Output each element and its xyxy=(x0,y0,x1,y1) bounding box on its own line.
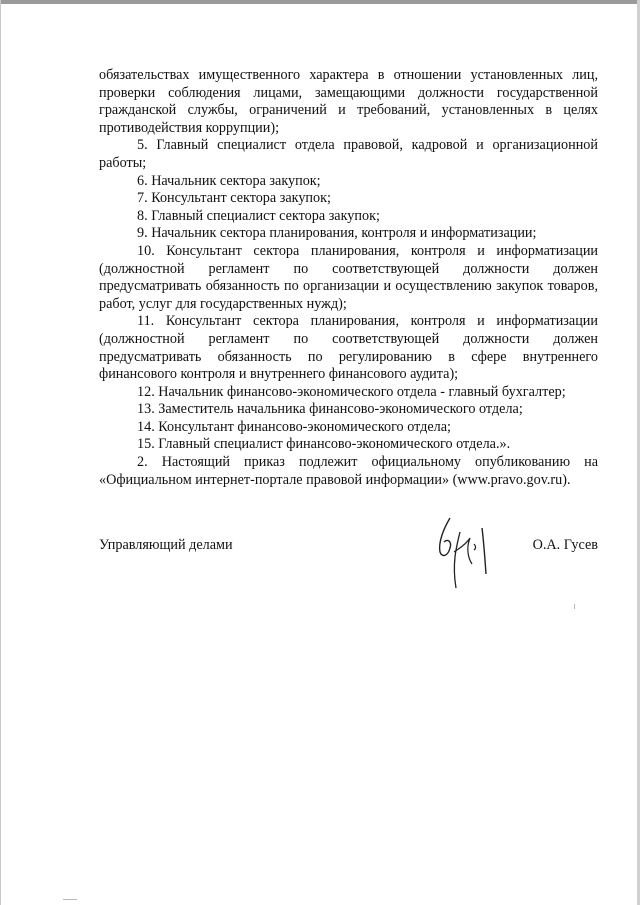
handwritten-signature-icon xyxy=(430,508,500,592)
paragraph-item-13: 13. Заместитель начальника финансово-экономического отдела; xyxy=(137,401,523,418)
paragraph-item-14: 14. Консультант финансово-экономического отдела; xyxy=(137,418,451,435)
signature-block xyxy=(99,537,598,561)
paragraph-item-15: 15. Главный специалист финансово-экономического отдела.». xyxy=(137,436,511,453)
paragraph-item-5: 5. Главный специалист отдела правовой, кадровой и организационной работы; xyxy=(99,137,598,171)
paragraph-continuation: обязательствах имущественного характера в отношении установленных лиц, проверки соблюдения лицами, замещающими должности государственной гражданской службы, ограничений и требований, установленных в целях противодействия коррупции); xyxy=(99,67,598,136)
paragraph-item-6: 6. Начальник сектора закупок; xyxy=(137,172,321,189)
scan-speck xyxy=(574,604,575,609)
paragraph-item-8: 8. Главный специалист сектора закупок; xyxy=(137,207,380,224)
signatory-title: Управляющий делами xyxy=(99,537,233,553)
paragraph-item-10: 10. Консультант сектора планирования, контроля и информатизации (должностной регламент по соответствующей должности должен предусматривать обязанность по организации и осуществлению закупок товаров, работ, услуг для государственных нужд); xyxy=(99,242,598,312)
signatory-name: О.А. Гусев xyxy=(532,537,598,553)
scan-edge-left xyxy=(0,0,1,905)
paragraph-item-12: 12. Начальник финансово-экономического отдела - главный бухгалтер; xyxy=(137,383,566,400)
scan-speck xyxy=(63,899,77,900)
paragraph-item-11: 11. Консультант сектора планирования, контроля и информатизации (должностной регламент по соответствующей должности должен предусматривать обязанность по регулированию в сфере внутреннего финансового контроля и внутреннего финансового аудита); xyxy=(99,313,598,383)
scan-edge-top xyxy=(0,0,640,4)
paragraph-publication: 2. Настоящий приказ подлежит официальному опубликованию на «Официальном интернет-портале правовой информации» (www.pravo.gov.ru). xyxy=(99,454,598,488)
paragraph-item-7: 7. Консультант сектора закупок; xyxy=(137,190,331,207)
document-body xyxy=(99,67,598,489)
paragraph-item-9: 9. Начальник сектора планирования, контроля и информатизации; xyxy=(137,225,537,242)
